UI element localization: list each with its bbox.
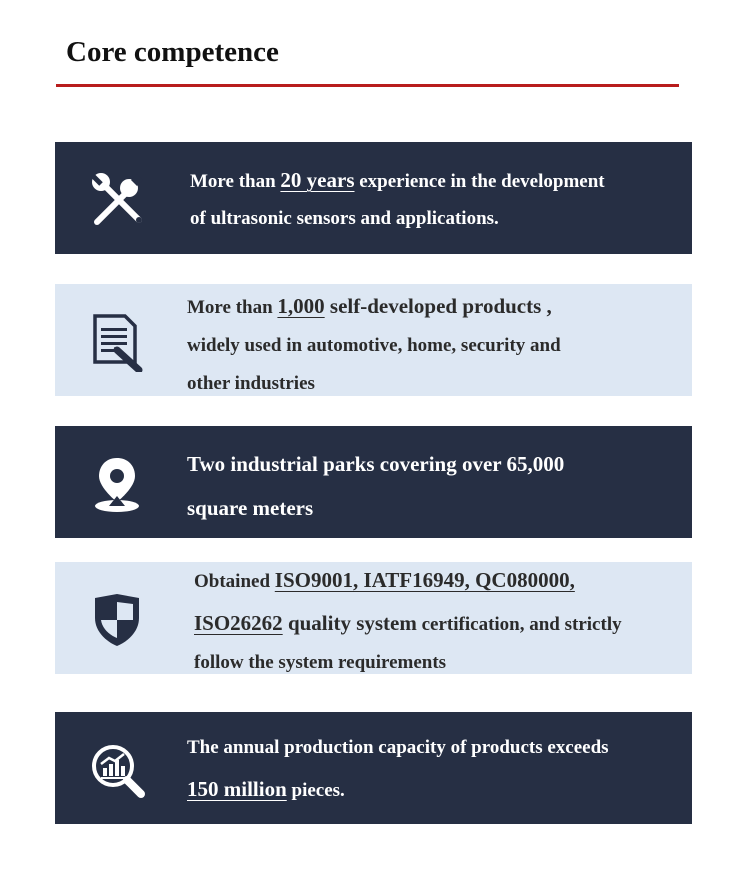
location-pin-icon (87, 454, 147, 514)
card-line-1: More than 1,000 self-developed products , (187, 294, 552, 318)
competence-card-certification (55, 562, 692, 674)
card-line-1: More than 20 years experience in the development (190, 168, 605, 192)
card-line-2: of ultrasonic sensors and applications. (190, 208, 499, 229)
competence-card-products (55, 284, 692, 396)
card-line-3: other industries (187, 373, 315, 394)
card-line-1: Obtained ISO9001, IATF16949, QC080000, (194, 568, 575, 592)
card-line-1: Two industrial parks covering over 65,000 (187, 452, 565, 476)
title-underline (56, 84, 679, 87)
card-line-1: The annual production capacity of products exceeds (187, 737, 609, 758)
tools-icon (87, 170, 147, 230)
card-line-2: ISO26262 quality system certification, and strictly (194, 611, 622, 635)
card-line-2: square meters (187, 496, 314, 520)
chart-magnifier-icon (87, 740, 147, 800)
competence-card-experience (55, 142, 692, 254)
page-title: Core competence (66, 36, 279, 68)
document-pen-icon (87, 312, 147, 372)
competence-card-capacity (55, 712, 692, 824)
card-line-2: widely used in automotive, home, security and (187, 335, 561, 356)
card-line-3: follow the system requirements (194, 652, 447, 673)
shield-icon (87, 590, 147, 650)
competence-card-parks (55, 426, 692, 538)
card-line-2: 150 million pieces. (187, 777, 345, 801)
